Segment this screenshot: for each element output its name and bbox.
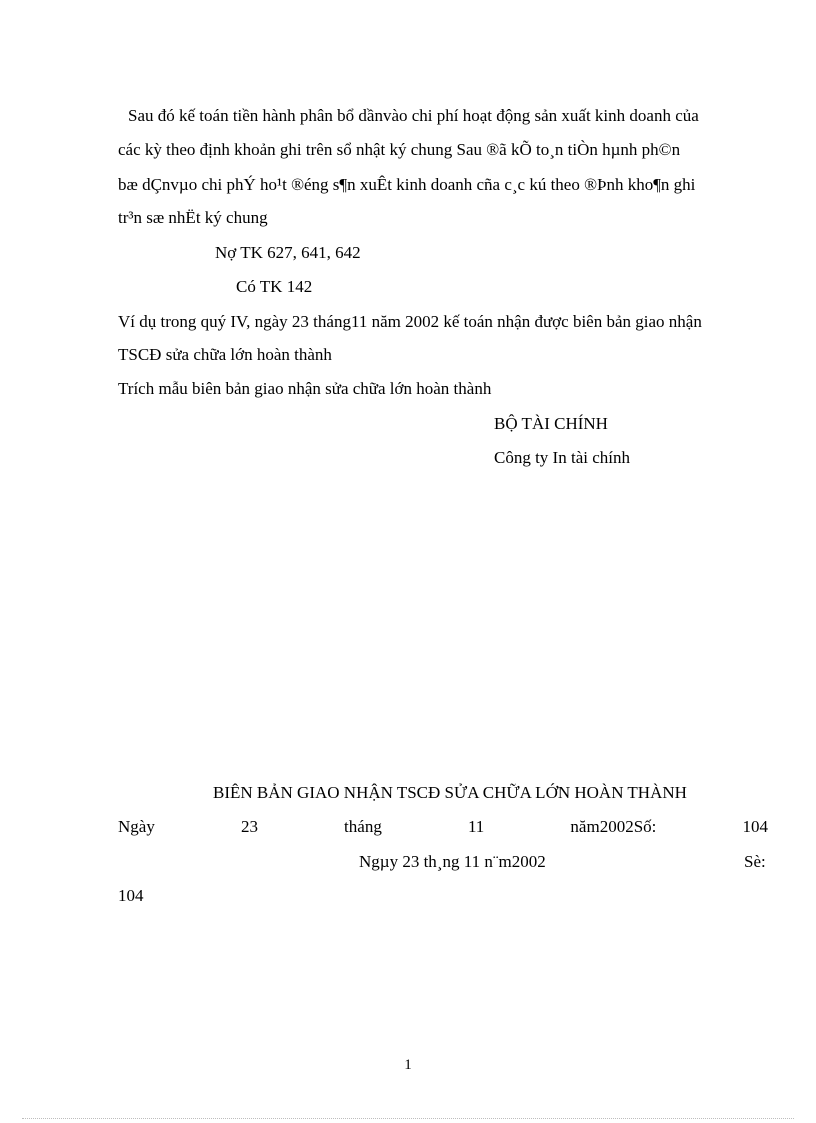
- garbled-number-label: Sè:: [744, 852, 766, 871]
- page-number: 1: [404, 1057, 412, 1073]
- paragraph-line-3: bæ dÇnvµo chi phÝ ho¹t ®éng s¶n xuÊt kinh doanh cña c¸c kú theo ®Þnh kho¶n ghi: [118, 175, 696, 194]
- date-day-label: Ngày: [118, 817, 155, 836]
- paragraph-line-1: Sau đó kế toán tiền hành phân bổ dầnvào chi phí hoạt động sản xuất kinh doanh của: [128, 106, 699, 125]
- date-year-number-label: năm2002Số:: [570, 817, 657, 836]
- record-date-row: [118, 817, 768, 837]
- date-month-value: 11: [467, 817, 485, 836]
- garbled-date: Ngµy 23 th¸ng 11 n¨m2002: [359, 852, 546, 871]
- paragraph-line-4: tr³n sæ nhËt ký chung: [118, 208, 268, 227]
- debit-entry: Nợ TK 627, 641, 642: [215, 243, 361, 262]
- example-line-2: TSCĐ sửa chữa lớn hoàn thành: [118, 345, 332, 364]
- ministry-name: BỘ TÀI CHÍNH: [494, 414, 608, 433]
- extract-line: Trích mẫu biên bản giao nhận sửa chữa lớn hoàn thành: [118, 379, 492, 398]
- record-title: BIÊN BẢN GIAO NHẬN TSCĐ SỬA CHỮA LỚN HOÀN THÀNH: [213, 783, 687, 802]
- page-bottom-divider: [22, 1118, 794, 1119]
- paragraph-line-2: các kỳ theo định khoản ghi trên sổ nhật ký chung Sau ®ã kÕ to¸n tiÒn hµnh ph©n: [118, 140, 681, 159]
- example-line-1: Ví dụ trong quý IV, ngày 23 tháng11 năm 2002 kế toán nhận được biên bản giao nhận: [118, 312, 702, 331]
- credit-entry: Có TK 142: [236, 277, 313, 296]
- company-name: Công ty In tài chính: [494, 448, 630, 467]
- date-month-label: tháng: [344, 817, 382, 836]
- record-number-value: 104: [742, 817, 768, 836]
- garbled-number-value: 104: [118, 886, 144, 905]
- date-day-value: 23: [240, 817, 258, 836]
